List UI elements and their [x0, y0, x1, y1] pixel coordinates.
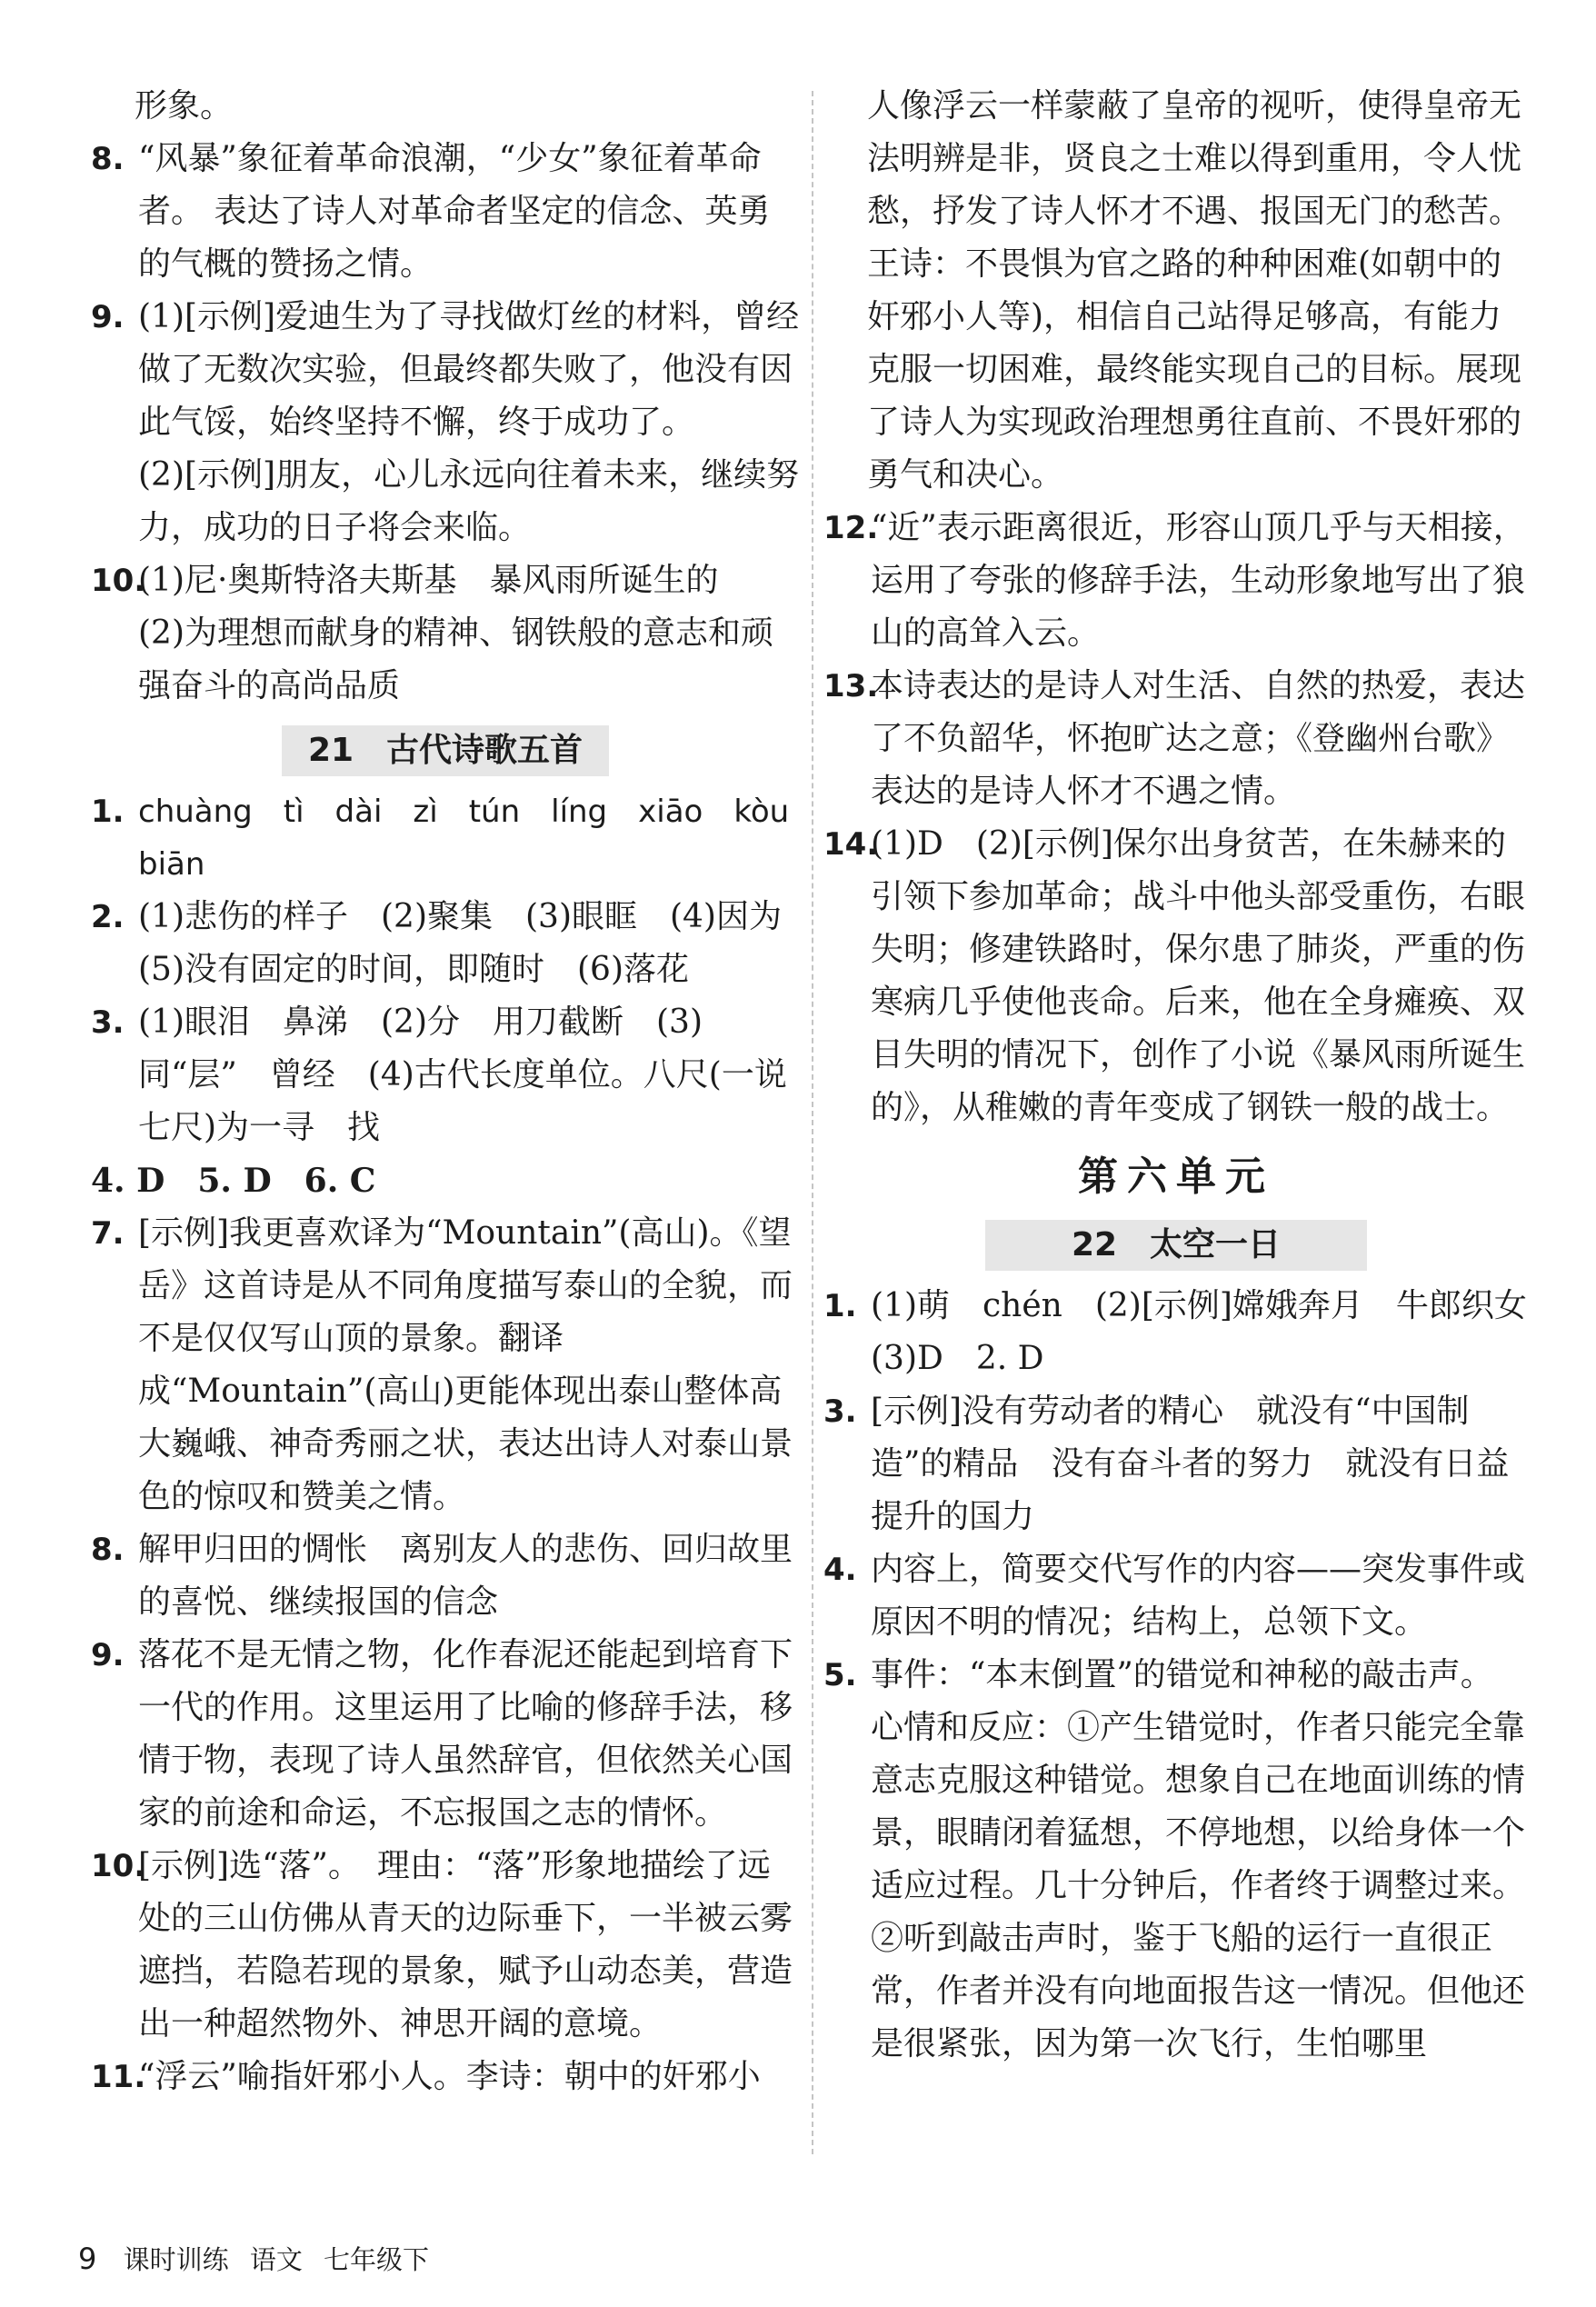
series-name: 课时训练: [123, 2244, 229, 2275]
subject-name: 语文: [249, 2244, 303, 2275]
answer-number: 4.: [823, 1552, 857, 1588]
answer-item-5c: [823, 1649, 1529, 2071]
answer-text: 落花不是无情之物，化作春泥还能起到培育下一代的作用。这里运用了比喻的修辞手法，移情于物，表现了诗人虽然辞官，但依然关心国家的前途和命运，不忘报国之志的情怀。: [138, 1636, 793, 1832]
answer-item-12: [823, 502, 1529, 660]
answer-item-3: [91, 996, 800, 1154]
answer-item-11: [91, 2051, 800, 2103]
answer-number: 14.: [823, 826, 879, 863]
answer-continuation-left: 形象。: [135, 87, 234, 125]
answer-item-8b: [91, 1523, 800, 1629]
grade-name: 七年级下: [324, 2244, 430, 2275]
right-column: [823, 80, 1560, 2071]
answer-item-8: [91, 133, 800, 291]
answer-number: 10.: [91, 563, 146, 599]
answer-text: (1)萌 chén (2)[示例]嫦娥奔月 牛郎织女 (3)D 2. D: [871, 1287, 1560, 1377]
answer-number: 9.: [91, 1637, 125, 1673]
answer-text: (2)为理想而献身的精神、钢铁般的意志和顽强奋斗的高尚品质: [138, 614, 773, 704]
answer-item-10b: [91, 1840, 800, 2051]
section-title: 22 太空一日: [985, 1220, 1367, 1271]
answer-number: 1.: [91, 794, 125, 830]
answer-item-3c: [823, 1385, 1529, 1543]
answer-text: chuàng tì dài zì tún líng xiāo kòu biān: [138, 794, 821, 883]
answer-text: [示例]选“落”。 理由：“落”形象地描绘了远处的三山仿佛从青天的边际垂下，一半被云雾遮挡，若隐若现的景象，赋予山动态美，营造出一种超然物外、神思开阔的意境。: [138, 1847, 793, 2042]
answer-item-9b: [91, 1629, 800, 1840]
answer-text: [示例]没有劳动者的精心 就没有“中国制造”的精品 没有奋斗者的努力 就没有日益提升的国力: [871, 1393, 1510, 1535]
answer-text: “浮云”喻指奸邪小人。李诗：朝中的奸邪小: [138, 2058, 761, 2095]
answer-text: (1)眼泪 鼻涕 (2)分 用刀截断 (3)同“层” 曾经 (4)古代长度单位。八尺(一说七尺)为一寻 找: [138, 1004, 787, 1146]
answer-text: (1)[示例]爱迪生为了寻找做灯丝的材料，曾经做了无数次实验，但最终都失败了，他没有因此气馁，始终坚持不懈，终于成功了。: [138, 298, 800, 441]
answer-text: 解甲归田的惆怅 离别友人的悲伤、回归故里的喜悦、继续报国的信念: [138, 1531, 793, 1621]
answer-text: (1)D (2)[示例]保尔出身贫苦，在朱赫来的引领下参加革命；战斗中他头部受重伤，右眼失明；修建铁路时，保尔患了肺炎，严重的伤寒病几乎使他丧命。后来，他在全身瘫痪、双目失明的情况下，创作了小说《暴风雨所诞生的》，从稚嫩的青年变成了钢铁一般的战士。: [871, 825, 1526, 1126]
answer-item-14: [823, 818, 1529, 1134]
answer-number: 9.: [91, 299, 125, 335]
answer-number: 11.: [91, 2059, 146, 2095]
answer-item-7: [91, 1207, 800, 1523]
answer-text: 心情和反应：①产生错觉时，作者只能完全靠意志克服这种错觉。想象自己在地面训练的情景，眼睛闭着猛想，不停地想，以给身体一个适应过程。几十分钟后，作者终于调整过来。②听到敲击声时，鉴于飞船的运行一直很正常，作者并没有向地面报告这一情况。但他还是很紧张，因为第一次飞行，生怕哪里: [871, 1709, 1526, 2062]
column-divider: [812, 91, 813, 2154]
answer-number: 1.: [823, 1288, 857, 1324]
answer-item-4c: [823, 1543, 1529, 1649]
answer-text: “近”表示距离很近，形容山顶几乎与天相接，运用了夸张的修辞手法，生动形象地写出了狼山的高耸入云。: [871, 509, 1526, 652]
unit-title: 第六单元: [1078, 1154, 1274, 1200]
left-column: [91, 80, 821, 2103]
answer-text: 4. D 5. D 6. C: [91, 1162, 376, 1200]
answer-text: (1)尼·奥斯特洛夫斯基 暴风雨所诞生的: [138, 562, 719, 599]
answer-number: 13.: [823, 668, 879, 704]
answer-number: 8.: [91, 141, 125, 177]
answer-number: 7.: [91, 1215, 125, 1252]
page-number: 9: [78, 2242, 97, 2276]
page-footer: [78, 2240, 442, 2277]
answer-number: 5.: [823, 1657, 857, 1693]
answer-text: 内容上，简要交代写作的内容——突发事件或原因不明的情况；结构上，总领下文。: [871, 1551, 1526, 1641]
answer-text: [示例]我更喜欢译为“Mountain”(高山)。《望岳》这首诗是从不同角度描写泰山的全貌，而不是仅仅写山顶的景象。翻译成“Mountain”(高山)更能体现出泰山整体高大巍峨、神奇秀丽之状，表达出诗人对泰山景色的惊叹和赞美之情。: [138, 1214, 793, 1515]
answer-item-1c: [823, 1280, 1560, 1385]
answer-item-2: [91, 891, 814, 996]
answer-text: 本诗表达的是诗人对生活、自然的热爱，表达了不负韶华，怀抱旷达之意；《登幽州台歌》表达的是诗人怀才不遇之情。: [871, 667, 1526, 810]
answer-text: 人像浮云一样蒙蔽了皇帝的视听，使得皇帝无法明辨是非，贤良之士难以得到重用，令人忧愁，抒发了诗人怀才不遇、报国无门的愁苦。王诗：不畏惧为官之路的种种困难(如朝中的奸邪小人等)，相信自己站得足够高，有能力克服一切困难，最终能实现自己的目标。展现了诗人为实现政治理想勇往直前、不畏奸邪的勇气和决心。: [867, 87, 1522, 494]
answer-number: 3.: [823, 1393, 857, 1430]
answer-continuation-right: [823, 80, 1529, 502]
answer-number: 2.: [91, 899, 125, 935]
answer-item-9: [91, 291, 800, 554]
answer-item-13: [823, 660, 1529, 818]
section-title: 21 古代诗歌五首: [282, 725, 609, 776]
answer-number: 8.: [91, 1532, 125, 1568]
answer-item-1: [91, 785, 821, 891]
answer-text: “风暴”象征着革命浪潮，“少女”象征着革命者。 表达了诗人对革命者坚定的信念、英勇的气概的赞扬之情。: [138, 140, 771, 283]
answer-item-10: [91, 554, 800, 713]
answer-number: 3.: [91, 1004, 125, 1041]
answer-text: 事件：“本末倒置”的错觉和神秘的敲击声。: [871, 1656, 1493, 1693]
answer-text: (2)[示例]朋友，心儿永远向往着未来，继续努力，成功的日子将会来临。: [138, 456, 800, 546]
answer-items-4-6: [91, 1154, 800, 1207]
answer-number: 10.: [91, 1848, 146, 1884]
answer-number: 12.: [823, 510, 879, 546]
answer-text: (1)悲伤的样子 (2)聚集 (3)眼眶 (4)因为 (5)没有固定的时间，即随时 (6)落花: [138, 898, 814, 988]
